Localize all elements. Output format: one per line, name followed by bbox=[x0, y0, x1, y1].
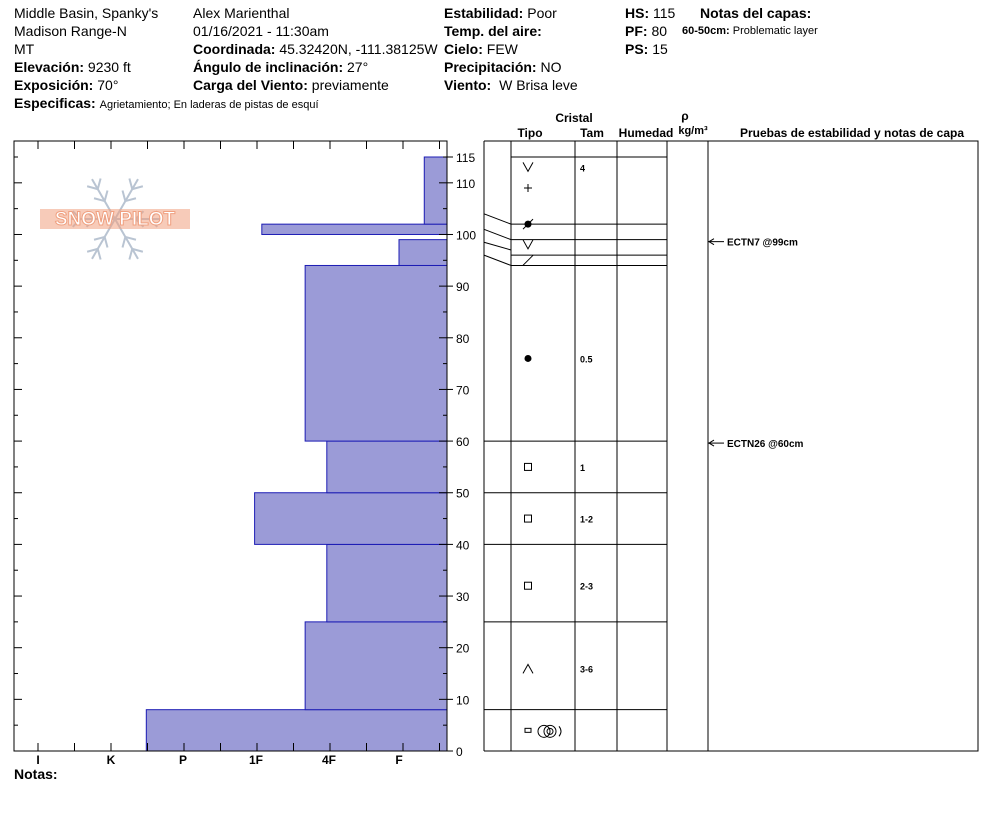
hardness-bar bbox=[255, 493, 447, 545]
hs-label: HS: bbox=[625, 5, 650, 21]
hardness-bar bbox=[327, 441, 447, 493]
slope-label: Ángulo de inclinación: bbox=[193, 59, 344, 75]
hs-value: 115 bbox=[653, 5, 676, 21]
crystal-crust-icon bbox=[525, 725, 561, 737]
crystal-size: 1-2 bbox=[580, 514, 594, 525]
range: Madison Range-N bbox=[14, 23, 127, 39]
snowflake-branch bbox=[129, 178, 132, 189]
hardness-bar bbox=[399, 240, 447, 266]
coord-value: 45.32420N, -111.38125W bbox=[279, 41, 438, 57]
crust-rect bbox=[525, 728, 531, 732]
col-tam: Tam bbox=[580, 126, 604, 140]
sky-value: FEW bbox=[486, 41, 518, 57]
sky-label: Cielo: bbox=[444, 41, 483, 57]
y-tick-label: 60 bbox=[456, 435, 470, 450]
y-tick-label: 50 bbox=[456, 486, 470, 501]
crystal-slash-icon bbox=[523, 255, 533, 265]
y-tick-label: 110 bbox=[456, 176, 476, 191]
square bbox=[525, 582, 532, 589]
paren bbox=[559, 726, 561, 736]
wind-label: Viento: bbox=[444, 77, 492, 93]
crystal-caret-icon bbox=[523, 664, 533, 673]
wind-value: W Brisa leve bbox=[499, 77, 578, 93]
snowflake-branch bbox=[105, 190, 108, 201]
layer-table bbox=[484, 141, 978, 751]
y-tick-label: 40 bbox=[456, 538, 470, 553]
elevation-value: 9230 ft bbox=[87, 59, 131, 75]
crystal-dotstar-icon bbox=[523, 219, 533, 229]
hardness-bar bbox=[146, 710, 447, 751]
snowflake-branch bbox=[123, 237, 126, 248]
connector-line bbox=[484, 255, 511, 265]
hardness-bar bbox=[262, 224, 447, 234]
state: MT bbox=[14, 41, 35, 57]
pf-label: PF: bbox=[625, 23, 648, 39]
slope-value: 27° bbox=[347, 59, 369, 75]
crystal-square-icon bbox=[525, 515, 532, 522]
y-tick-label: 100 bbox=[456, 228, 477, 243]
col-rho: ρ bbox=[681, 109, 689, 123]
hardness-bar bbox=[327, 544, 447, 621]
square bbox=[525, 463, 532, 470]
air-temp-label: Temp. del aire: bbox=[444, 23, 542, 39]
hardness-bar bbox=[305, 265, 447, 441]
crystal-size: 0.5 bbox=[580, 354, 593, 365]
specifics-value: Agrietamiento; En laderas de pistas de esquí bbox=[99, 99, 319, 111]
y-tick-label: 30 bbox=[456, 590, 470, 605]
specifics-label: Especificas: bbox=[14, 95, 96, 111]
hardness-bar bbox=[424, 157, 447, 224]
snowpilot-logo bbox=[40, 178, 190, 259]
col-density-unit: kg/m³ bbox=[678, 125, 708, 137]
crystal-square-icon bbox=[525, 582, 532, 589]
coord-label: Coordinada: bbox=[193, 41, 276, 57]
connector-line bbox=[484, 242, 511, 250]
square bbox=[525, 515, 532, 522]
crystal-square-icon bbox=[525, 463, 532, 470]
v-mark bbox=[523, 162, 533, 171]
crystal-plus-icon bbox=[524, 184, 532, 192]
snowflake-branch bbox=[123, 190, 126, 201]
snowflake-branch bbox=[129, 249, 132, 260]
crystal-size: 1 bbox=[580, 462, 586, 473]
layer-note-range: 60-50cm: bbox=[682, 25, 730, 37]
y-tick-label: 70 bbox=[456, 383, 470, 398]
ps-label: PS: bbox=[625, 41, 649, 57]
snowflake-branch bbox=[98, 249, 101, 260]
layer-note-text: Problematic layer bbox=[732, 25, 818, 37]
location: Middle Basin, Spanky's bbox=[14, 5, 159, 21]
crystal-v-icon bbox=[523, 162, 533, 171]
hardness-label: 4F bbox=[321, 753, 337, 767]
slash bbox=[523, 255, 533, 265]
hardness-plot bbox=[146, 157, 447, 751]
datetime: 01/16/2021 - 11:30am bbox=[193, 23, 329, 39]
connector-line bbox=[484, 229, 511, 239]
precip-value: NO bbox=[540, 59, 562, 75]
notes: Notas: bbox=[14, 766, 58, 782]
crystal-size: 3-6 bbox=[580, 664, 594, 675]
y-tick-label: 0 bbox=[456, 745, 463, 759]
logo-text: SNOW PILOT bbox=[54, 209, 176, 230]
test-label: ECTN26 @60cm bbox=[727, 439, 804, 451]
stability-label: Estabilidad: bbox=[444, 5, 524, 21]
hardness-label: 1F bbox=[248, 753, 264, 767]
wind-load-value: previamente bbox=[311, 77, 389, 93]
hardness-label: K bbox=[106, 753, 116, 767]
crystal-v-icon bbox=[523, 240, 533, 249]
snowflake-branch bbox=[98, 178, 101, 189]
connector-line bbox=[484, 214, 511, 224]
hardness-label: I bbox=[36, 753, 40, 767]
hardness-label: F bbox=[395, 753, 403, 767]
pf-value: 80 bbox=[651, 23, 668, 39]
layer-notes-title: Notas del capas: bbox=[700, 5, 812, 21]
v-mark bbox=[523, 240, 533, 249]
precip-label: Precipitación: bbox=[444, 59, 537, 75]
aspect-label: Exposición: bbox=[14, 77, 94, 93]
y-tick-label: 80 bbox=[456, 331, 470, 346]
stability-value: Poor bbox=[527, 5, 557, 21]
y-tick-label: 20 bbox=[456, 641, 470, 656]
col-cristal: Cristal bbox=[555, 111, 593, 125]
crystal-size: 4 bbox=[580, 163, 586, 174]
col-tests: Pruebas de estabilidad y notas de capa bbox=[739, 126, 965, 140]
ps-value: 15 bbox=[652, 41, 668, 57]
snowflake-branch bbox=[105, 237, 108, 248]
caret bbox=[523, 664, 533, 673]
y-tick-label: 10 bbox=[456, 693, 470, 708]
y-tick-label: 115 bbox=[456, 151, 476, 165]
test-label: ECTN7 @99cm bbox=[727, 237, 798, 249]
observer: Alex Marienthal bbox=[193, 5, 290, 21]
col-tipo: Tipo bbox=[517, 126, 543, 140]
crystal-dot-icon bbox=[525, 355, 532, 362]
col-humedad: Humedad bbox=[618, 126, 674, 140]
wind-load-label: Carga del Viento: bbox=[193, 77, 308, 93]
hardness-label: P bbox=[178, 753, 188, 767]
crystal-size: 2-3 bbox=[580, 581, 594, 592]
aspect-value: 70° bbox=[97, 77, 119, 93]
hardness-bar bbox=[305, 622, 447, 710]
elevation-label: Elevación: bbox=[14, 59, 85, 75]
y-tick-label: 90 bbox=[456, 280, 470, 295]
dot bbox=[525, 355, 532, 362]
